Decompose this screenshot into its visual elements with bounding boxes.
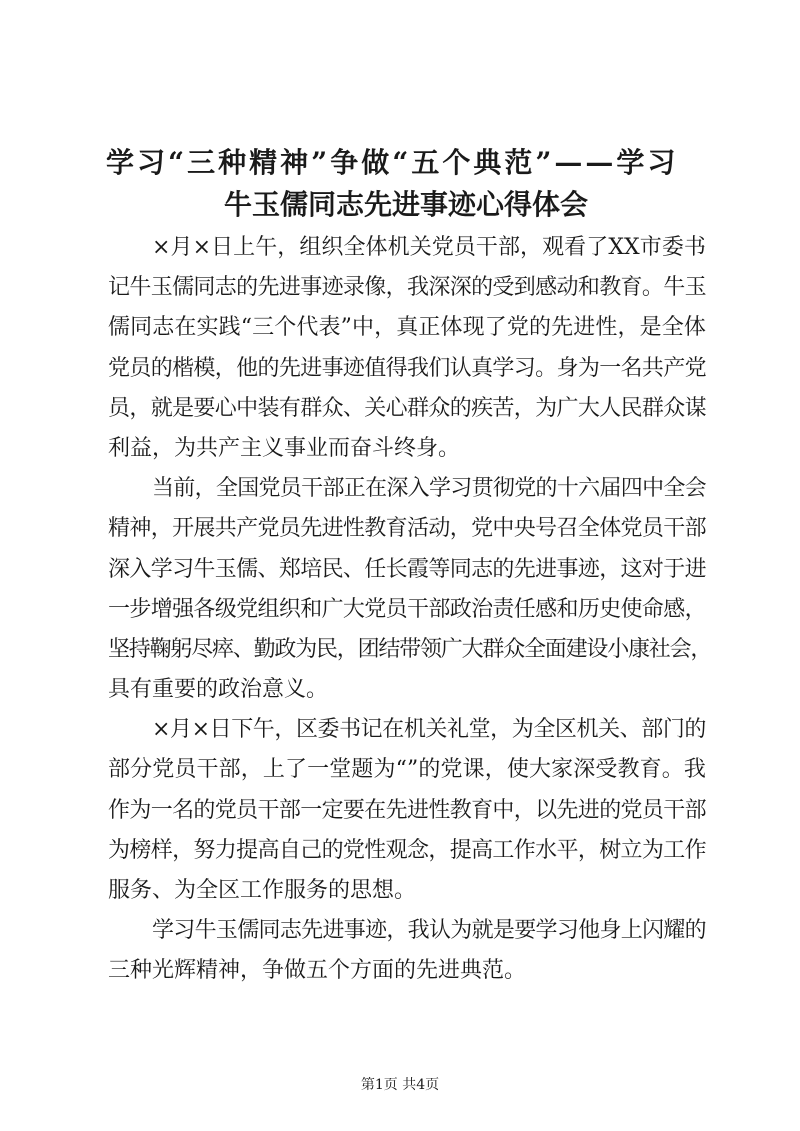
text-line: 坚持鞠躬尽瘁、勤政为民，团结带领广大群众全面建设小康社会， — [108, 636, 712, 662]
text-line: 儒同志在实践“三个代表”中，真正体现了党的先进性，是全体 — [108, 315, 706, 341]
text-line: 一步增强各级党组织和广大党员干部政治责任感和历史使命感， — [108, 596, 706, 622]
document-title-line-1: 学习“三种精神”争做“五个典范”——学习 — [106, 146, 679, 179]
text-line: 精神，开展共产党员先进性教育活动，党中央号召全体党员干部 — [108, 516, 706, 542]
paragraph — [108, 710, 706, 911]
text-line: 员，就是要心中装有群众、关心群众的疾苦，为广大人民群众谋 — [108, 395, 706, 421]
text-line: 利益，为共产主义事业而奋斗终身。 — [108, 435, 461, 461]
paragraph — [108, 469, 712, 710]
document-title-line-2: 牛玉儒同志先进事迹心得体会 — [223, 188, 588, 221]
text-line: 部分党员干部，上了一堂题为“”的党课，使大家深受教育。我 — [108, 757, 706, 783]
paragraph — [108, 911, 706, 991]
text-line: 学习牛玉儒同志先进事迹，我认为就是要学习他身上闪耀的 — [152, 918, 706, 944]
paragraph — [108, 228, 706, 469]
text-line: 党员的楷模，他的先进事迹值得我们认真学习。身为一名共产党 — [108, 355, 706, 381]
text-line: 服务、为全区工作服务的思想。 — [108, 878, 417, 903]
text-line: 深入学习牛玉儒、郑培民、任长霞等同志的先进事迹，这对于进 — [108, 556, 706, 582]
text-line: 具有重要的政治意义。 — [108, 677, 329, 703]
page-footer: 第1页 共4页 — [360, 1077, 440, 1093]
text-line: ×月×日下午，区委书记在机关礼堂，为全区机关、部门的 — [152, 717, 706, 743]
text-line: 为榜样，努力提高自己的党性观念，提高工作水平，树立为工作 — [108, 837, 706, 863]
text-line: ×月×日上午，组织全体机关党员干部，观看了XX市委书 — [152, 235, 706, 260]
text-line: 当前，全国党员干部正在深入学习贯彻党的十六届四中全会 — [152, 476, 706, 502]
text-line: 三种光辉精神，争做五个方面的先进典范。 — [108, 958, 527, 984]
text-line: 记牛玉儒同志的先进事迹录像，我深深的受到感动和教育。牛玉 — [108, 275, 706, 301]
text-line: 作为一名的党员干部一定要在先进性教育中，以先进的党员干部 — [108, 797, 706, 823]
document-body — [108, 228, 712, 992]
